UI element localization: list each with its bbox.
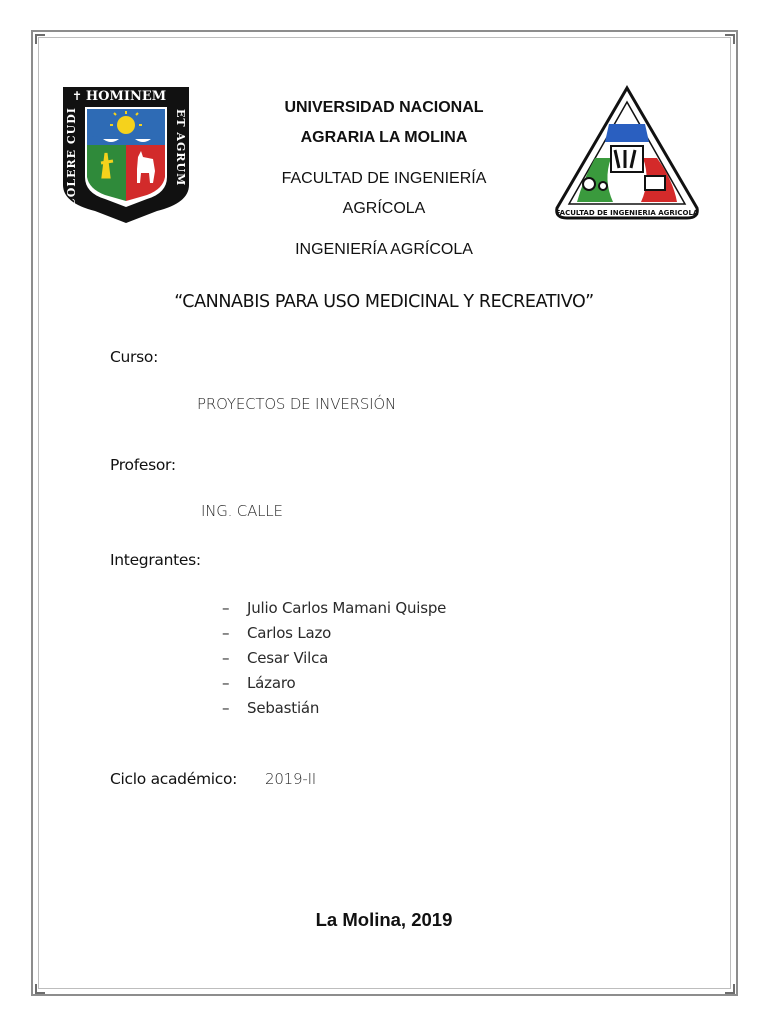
list-item: – Cesar Vilca [222,649,329,667]
professor-value: ING. CALLE [201,502,283,520]
course-value: PROYECTOS DE INVERSIÓN [197,395,397,413]
border-corner-ornament [725,34,735,44]
svg-text:✝: ✝ [72,89,83,103]
unalm-shield-icon [61,85,191,225]
seal-ring-bottom: FACULTAD DE INGENIERIA AGRICOLA [555,209,699,217]
members-list [222,596,446,721]
program-name: INGENIERÍA AGRÍCOLA [295,241,473,258]
university-name-line1: UNIVERSIDAD NACIONAL [284,99,484,116]
faculty-name-line2: AGRÍCOLA [342,200,426,217]
faculty-name-line1: FACULTAD DE INGENIERÍA [281,170,487,187]
shield-motto-right: ET AGRUM [174,109,187,187]
document-title: “CANNABIS PARA USO MEDICINAL Y RECREATIVO” [174,292,594,312]
border-corner-ornament [725,984,735,994]
list-item: – Lázaro [222,674,296,692]
list-item: – Sebastián [222,699,320,717]
shield-motto-top: HOMINEM [85,89,167,104]
border-corner-ornament [35,34,45,44]
professor-label: Profesor: [110,456,176,474]
list-item: – Julio Carlos Mamani Quispe [222,599,447,617]
svg-text:ET AGRUM [174,109,187,186]
list-item: – Carlos Lazo [222,624,332,642]
shield-motto-left: COLERE CUDI [65,107,78,207]
footer-place-date: La Molina, 2019 [315,909,453,930]
cycle-value: 2019-II [265,770,317,788]
cycle-label: Ciclo académico: [110,770,238,788]
border-corner-ornament [35,984,45,994]
course-label: Curso: [110,348,158,366]
members-label: Integrantes: [110,551,201,569]
faculty-triangle-seal-icon [553,84,701,222]
university-name-line2: AGRARIA LA MOLINA [300,129,468,146]
